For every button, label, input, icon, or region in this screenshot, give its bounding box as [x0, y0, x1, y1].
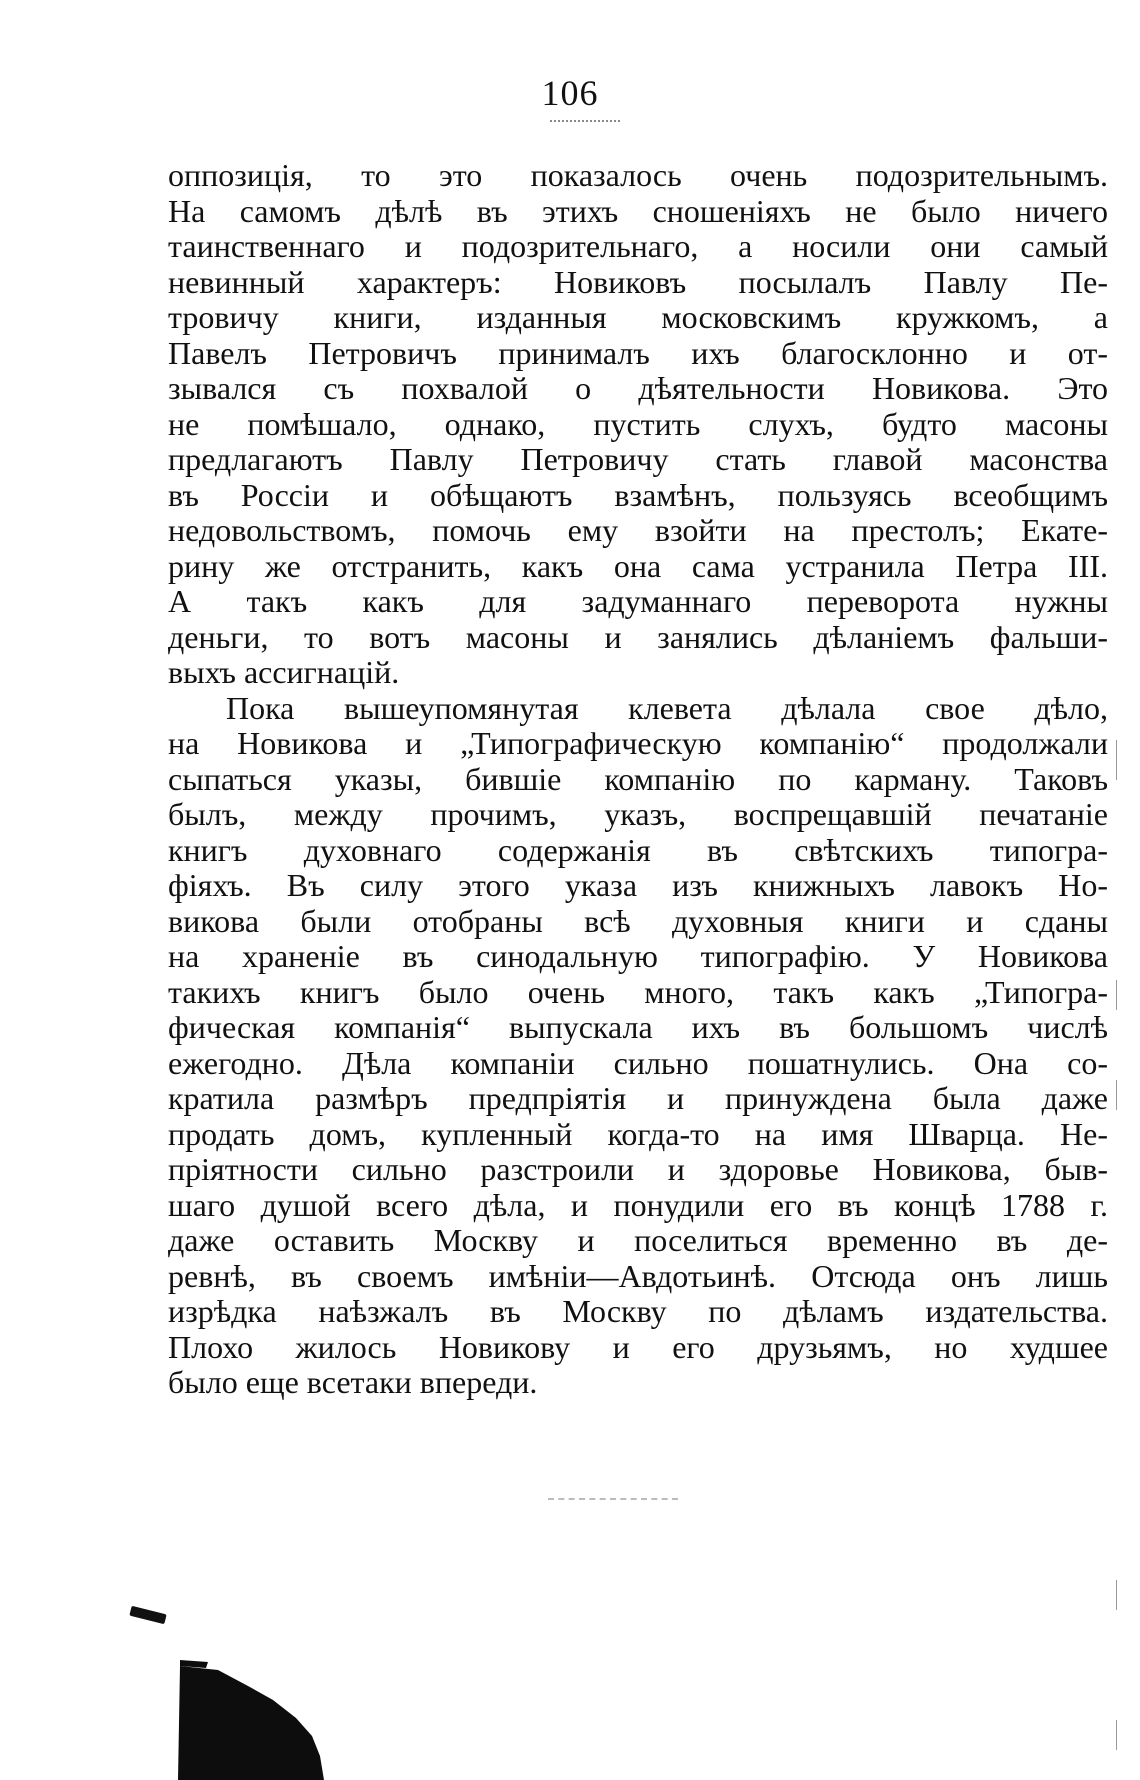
text-line: было еще всетаки впереди.	[168, 1364, 538, 1400]
text-line: деньги, то вотъ масоны и занялись дѣланіемъ фальши-	[168, 618, 1108, 655]
text-line: въ Россіи и обѣщаютъ взамѣнъ, пользуясь всеобщимъ	[168, 476, 1108, 513]
scan-edge-line	[1116, 1720, 1117, 1750]
footer-rule	[548, 1498, 678, 1500]
text-line: недовольствомъ, помочь ему взойти на престолъ; Екате-	[168, 512, 1108, 548]
text-line: на храненіе въ синодальную типографію. У Новикова	[168, 938, 1108, 974]
scan-edge-line	[1116, 1080, 1117, 1110]
text-line: не помѣшало, однако, пустить слухъ, будто масоны	[168, 405, 1108, 442]
text-line: рину же отстранить, какъ она сама устранила Петра III.	[168, 547, 1108, 584]
text-line: викова были отобраны всѣ духовныя книги и сданы	[168, 902, 1108, 939]
text-line: даже оставить Москву и поселиться временно въ де-	[168, 1222, 1108, 1258]
text-line: книгъ духовнаго содержанія въ свѣтскихъ типогра-	[168, 831, 1108, 868]
text-line: кратила размѣръ предпріятія и принуждена была даже	[168, 1080, 1108, 1116]
scan-artifact-small	[129, 1606, 166, 1624]
text-line: зывался съ похвалой о дѣятельности Новикова. Это	[168, 370, 1108, 406]
scan-edge-line	[1116, 1580, 1117, 1610]
text-line: сыпаться указы, бившіе компанію по карману. Таковъ	[168, 760, 1108, 797]
body-text	[168, 158, 1108, 1401]
text-line: тровичу книги, изданныя московскимъ кружкомъ, а	[168, 299, 1108, 335]
text-line: невинный характеръ: Новиковъ посылалъ Павлу Пе-	[168, 263, 1108, 300]
text-line: шаго душой всего дѣла, и понудили его въ концѣ 1788 г.	[168, 1186, 1108, 1223]
header-rule	[550, 120, 620, 122]
text-line: продать домъ, купленный когда-то на имя Шварца. Не-	[168, 1115, 1108, 1152]
scan-edge-line	[1116, 980, 1117, 1010]
text-line: былъ, между прочимъ, указъ, воспрещавшій печатаніе	[168, 796, 1108, 832]
text-line: предлагаютъ Павлу Петровичу стать главой масонства	[168, 441, 1108, 477]
text-line: На самомъ дѣлѣ въ этихъ сношеніяхъ не было ничего	[168, 192, 1108, 229]
text-line: оппозиція, то это показалось очень подозрительнымъ.	[168, 157, 1108, 193]
text-line: пріятности сильно разстроили и здоровье Новикова, быв-	[168, 1151, 1108, 1187]
scan-edge-line	[1116, 740, 1117, 780]
text-line: такихъ книгъ было очень много, такъ какъ „Типогра-	[168, 973, 1108, 1010]
text-line: изрѣдка наѣзжалъ въ Москву по дѣламъ издательства.	[168, 1293, 1108, 1329]
text-line: фіяхъ. Въ силу этого указа изъ книжныхъ лавокъ Но-	[168, 867, 1108, 903]
text-line: ревнѣ, въ своемъ имѣніи—Авдотьинѣ. Отсюда онъ лишь	[168, 1257, 1108, 1294]
text-line: фическая компанія“ выпускала ихъ въ большомъ числѣ	[168, 1009, 1108, 1045]
text-line: Плохо жилось Новикову и его друзьямъ, но худшее	[168, 1328, 1108, 1365]
text-line: Павелъ Петровичъ принималъ ихъ благосклонно и от-	[168, 334, 1108, 371]
scan-artifact-blot	[178, 1660, 328, 1780]
text-line: таинственнаго и подозрительнаго, а носили они самый	[168, 228, 1108, 264]
text-line: ежегодно. Дѣла компаніи сильно пошатнулись. Она со-	[168, 1044, 1108, 1081]
text-line: А такъ какъ для задуманнаго переворота нужны	[168, 583, 1108, 619]
text-line: на Новикова и „Типографическую компанію“ продолжали	[168, 725, 1108, 761]
text-line: Пока вышеупомянутая клевета дѣлала свое дѣло,	[226, 689, 1108, 726]
text-line: выхъ ассигнацій.	[168, 654, 400, 690]
page-number: 106	[541, 73, 599, 113]
